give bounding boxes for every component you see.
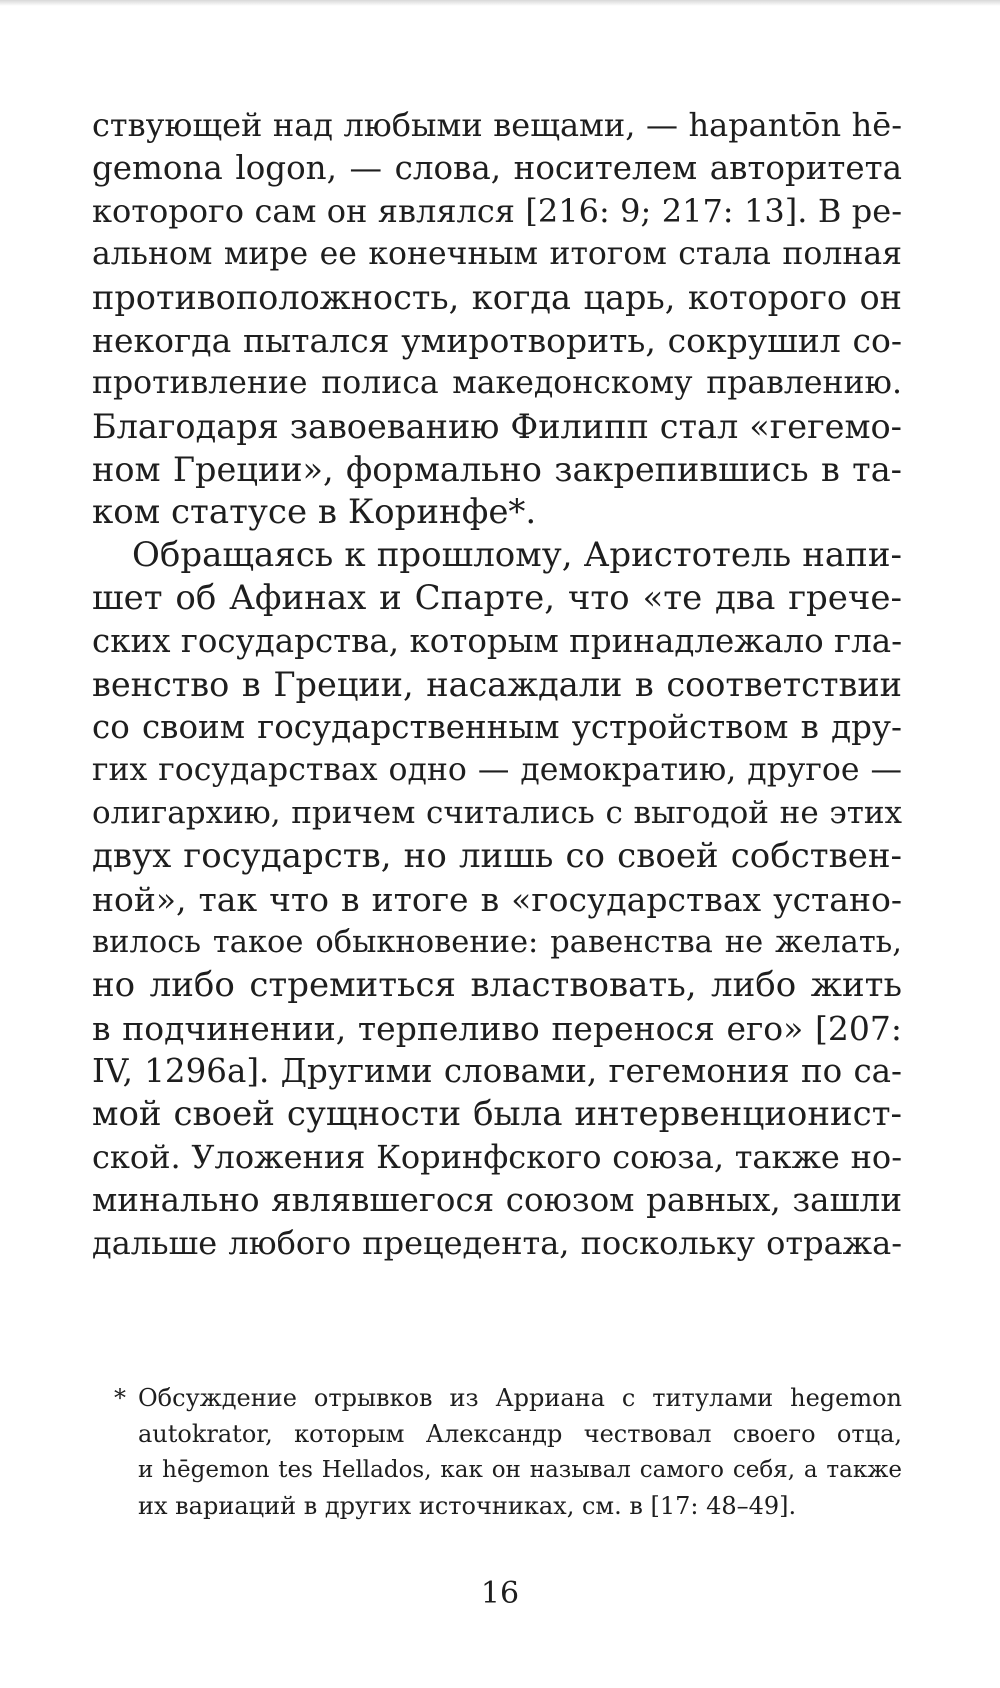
- paragraph-1: [92, 104, 902, 534]
- text-line: вилось такое обыкновение: равенства не желать,: [92, 925, 902, 960]
- text-line: мой своей сущности была интервенционист-: [92, 1094, 902, 1134]
- text-line: ном Греции», формально закрепившись в та-: [92, 450, 902, 489]
- text-line: ской. Уложения Коринфского союза, также но-: [92, 1138, 902, 1176]
- text-line: некогда пытался умиротворить, сокрушил со-: [92, 321, 902, 360]
- text-line: IV, 1296a]. Другими словами, гегемония по са-: [92, 1052, 902, 1090]
- footnote-line: и hēgemon tes Hellados, как он называл самого себя, а также: [138, 1457, 902, 1483]
- text-line: шет об Афинах и Спарте, что «те два грече-: [92, 578, 902, 618]
- footnote-line: их вариаций в других источниках, см. в [17: 48–49].: [138, 1492, 797, 1520]
- text-line: ком статусе в Коринфе*.: [92, 492, 537, 532]
- text-line: ной», так что в итоге в «государствах устано-: [92, 880, 902, 919]
- text-line: гих государствах одно — демократию, другое —: [92, 752, 902, 788]
- text-line: двух государств, но лишь со своей собствен-: [92, 836, 902, 876]
- text-line: со своим государственным устройством в дру-: [92, 708, 902, 746]
- text-line: которого сам он являлся [216: 9; 217: 13]. В ре-: [92, 192, 902, 230]
- text-line: противоположность, когда царь, которого он: [92, 278, 902, 317]
- main-text: [92, 104, 902, 1265]
- text-line: венство в Греции, насаждали в соответствии: [92, 665, 902, 704]
- footnote: [92, 1380, 902, 1524]
- text-line: олигархию, причем считались с выгодой не этих: [92, 795, 902, 831]
- text-line: Обращаясь к прошлому, Аристотель напи-: [132, 535, 902, 575]
- text-line: ских государства, которым принадлежало гла-: [92, 622, 903, 660]
- footnote-text: Обсуждение отрывков из Арриана с титулами hegemon: [138, 1384, 902, 1412]
- footnote-line: [92, 1380, 902, 1416]
- text-line: дальше любого прецедента, поскольку отража-: [92, 1224, 902, 1262]
- text-line: Благодаря завоеванию Филипп стал «гегемо-: [92, 407, 902, 446]
- text-line: минально являвшегося союзом равных, зашли: [92, 1181, 902, 1219]
- page-number: 16: [480, 1576, 520, 1611]
- text-line: ствующей над любыми вещами, — hapantōn hē-: [92, 106, 902, 144]
- footnote-marker: *: [114, 1384, 126, 1412]
- text-line: но либо стремиться властвовать, либо жить: [92, 965, 902, 1005]
- text-line: противление полиса македонскому правлению.: [92, 365, 902, 401]
- footnote-line: autokrator, которым Александр чествовал своего отца,: [138, 1420, 902, 1448]
- text-line: в подчинении, терпеливо перенося его» [207:: [92, 1009, 902, 1048]
- page-top-edge: [0, 0, 1000, 6]
- text-line: gemona logon, — слова, носителем авторитета: [92, 149, 902, 187]
- text-line: альном мире ее конечным итогом стала полная: [92, 236, 902, 272]
- paragraph-2: [92, 534, 902, 1265]
